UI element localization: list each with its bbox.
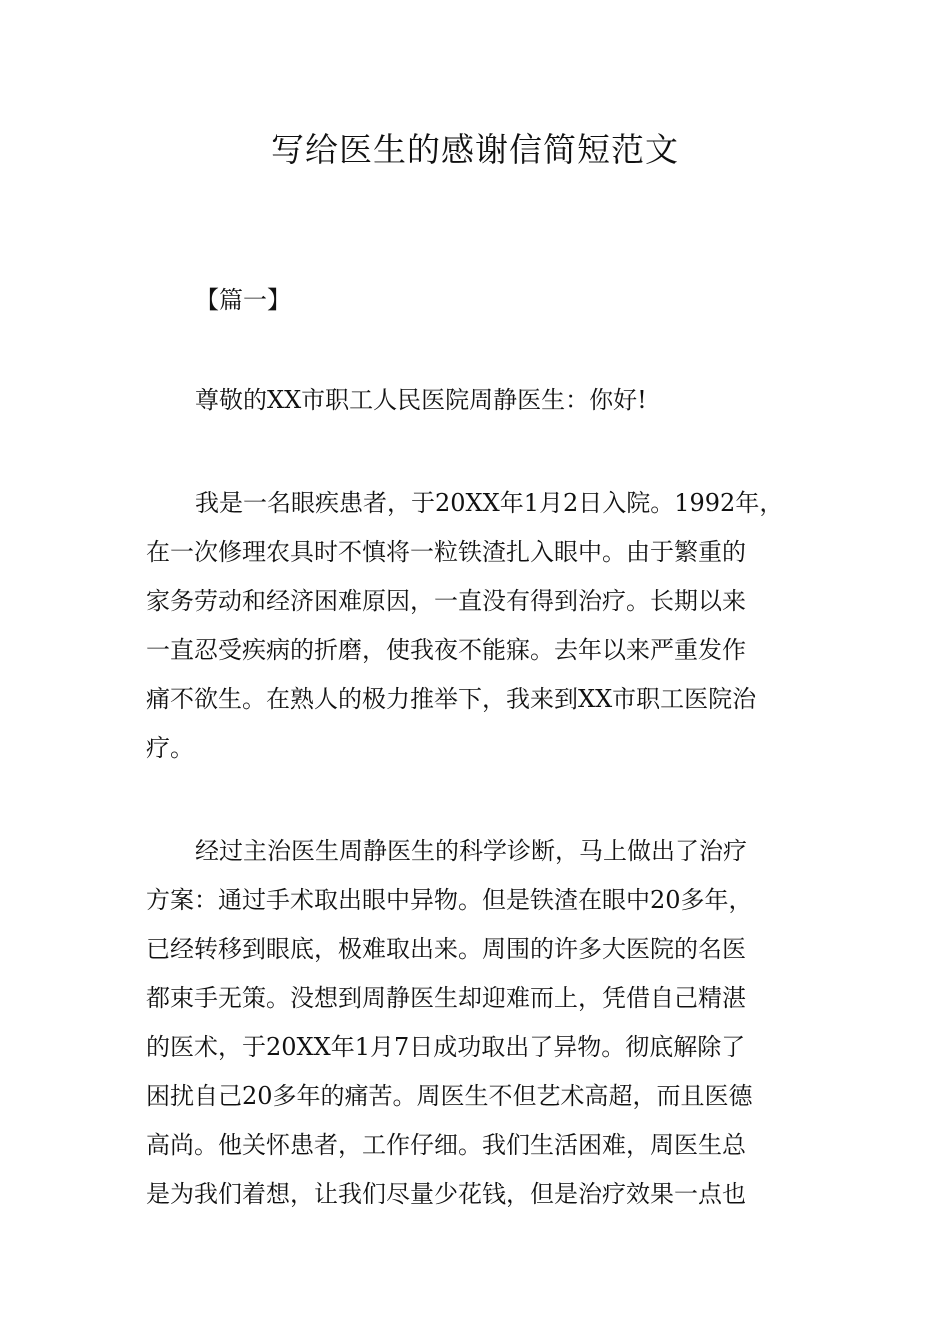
paragraph-line: 在一次修理农具时不慎将一粒铁渣扎入眼中。由于繁重的 bbox=[146, 538, 746, 566]
letter-greeting: 尊敬的XX市职工人民医院周静医生：你好! bbox=[195, 386, 647, 414]
paragraph-line: 疗。 bbox=[146, 734, 194, 762]
paragraph-line: 一直忍受疾病的折磨，使我夜不能寐。去年以来严重发作 bbox=[146, 636, 746, 664]
paragraph-line: 痛不欲生。在熟人的极力推举下，我来到XX市职工医院治 bbox=[146, 685, 757, 713]
paragraph-line: 家务劳动和经济困难原因，一直没有得到治疗。长期以来 bbox=[146, 587, 746, 615]
paragraph-line: 困扰自己20多年的痛苦。周医生不但艺术高超，而且医德 bbox=[146, 1082, 753, 1110]
paragraph-1 bbox=[146, 479, 826, 773]
paragraph-line: 是为我们着想，让我们尽量少花钱，但是治疗效果一点也 bbox=[146, 1180, 746, 1208]
paragraph-line: 的医术，于20XX年1月7日成功取出了异物。彻底解除了 bbox=[146, 1033, 746, 1061]
paragraph-line: 方案：通过手术取出眼中异物。但是铁渣在眼中20多年， bbox=[146, 886, 753, 914]
paragraph-2 bbox=[146, 827, 826, 1219]
document-title: 写给医生的感谢信简短范文 bbox=[271, 130, 679, 169]
paragraph-line: 高尚。他关怀患者，工作仔细。我们生活困难，周医生总 bbox=[146, 1131, 746, 1159]
section-label: 【篇一】 bbox=[195, 286, 291, 314]
paragraph-line: 经过主治医生周静医生的科学诊断，马上做出了治疗 bbox=[195, 837, 747, 865]
paragraph-line: 已经转移到眼底，极难取出来。周围的许多大医院的名医 bbox=[146, 935, 746, 963]
paragraph-line: 都束手无策。没想到周静医生却迎难而上，凭借自己精湛 bbox=[146, 984, 746, 1012]
paragraph-line: 我是一名眼疾患者，于20XX年1月2日入院。1992年， bbox=[195, 489, 784, 517]
